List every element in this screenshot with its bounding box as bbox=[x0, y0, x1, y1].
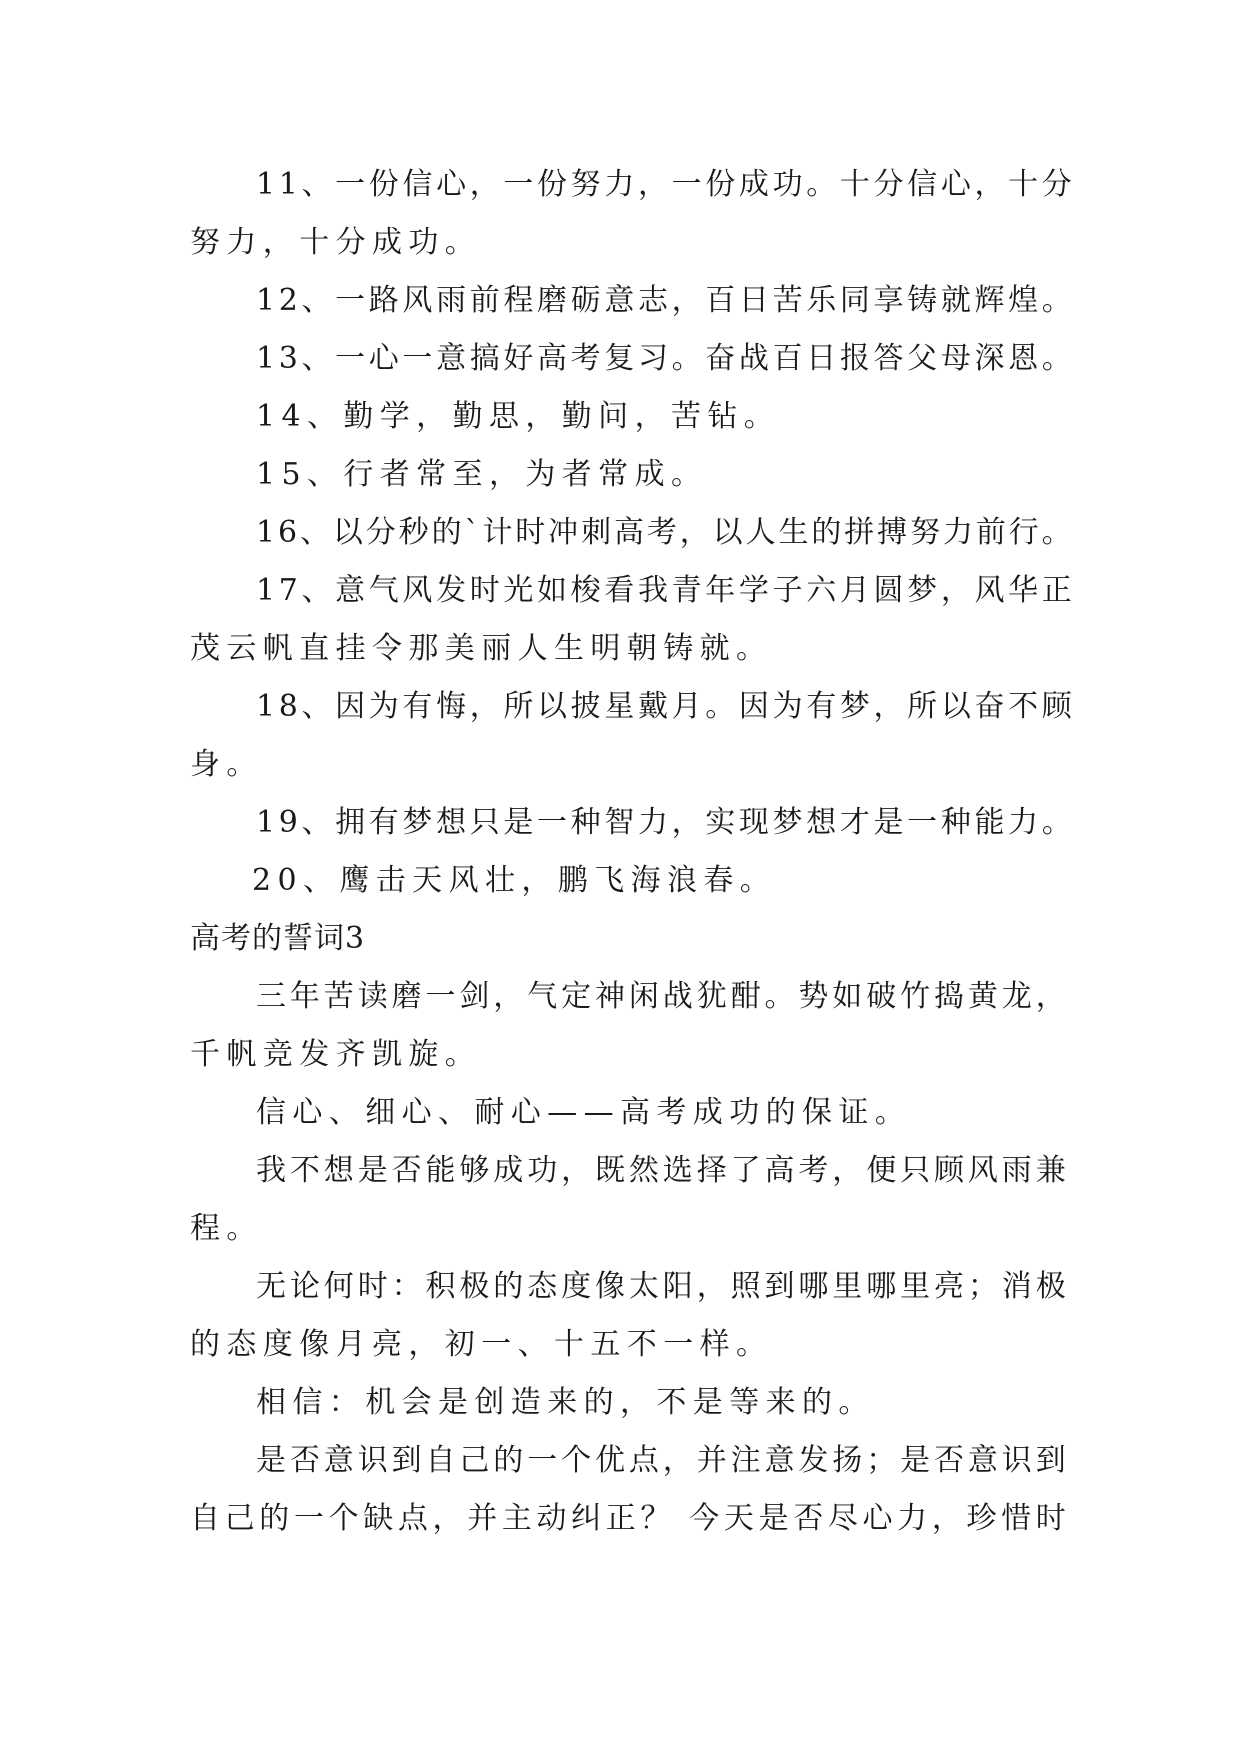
paragraph-4-line-2: 的态度像月亮，初一、十五不一样。 bbox=[190, 1327, 773, 1362]
motto-12: 12、一路风雨前程磨砺意志，百日苦乐同享铸就辉煌。 bbox=[256, 283, 1076, 318]
motto-17-line-2: 茂云帆直挂令那美丽人生明朝铸就。 bbox=[190, 631, 773, 666]
motto-18-line-2: 身。 bbox=[190, 747, 263, 782]
motto-19: 19、拥有梦想只是一种智力，实现梦想才是一种能力。 bbox=[256, 805, 1076, 840]
motto-20: 20、鹰击天风壮，鹏飞海浪春。 bbox=[252, 863, 777, 898]
paragraph-6-line-1: 是否意识到自己的一个优点，并注意发扬；是否意识到 bbox=[256, 1443, 1070, 1478]
paragraph-2: 信心、细心、耐心——高考成功的保证。 bbox=[256, 1095, 912, 1130]
paragraph-6-line-2: 自己的一个缺点，并主动纠正？ 今天是否尽心力，珍惜时 bbox=[190, 1501, 1071, 1536]
motto-15: 15、行者常至，为者常成。 bbox=[256, 457, 708, 492]
motto-16: 16、以分秒的`计时冲刺高考，以人生的拼搏努力前行。 bbox=[256, 515, 1075, 550]
motto-14: 14、勤学，勤思，勤问，苦钻。 bbox=[256, 399, 781, 434]
paragraph-1-line-1: 三年苦读磨一剑，气定神闲战犹酣。势如破竹捣黄龙， bbox=[256, 979, 1070, 1014]
motto-11-line-1: 11、一份信心，一份努力，一份成功。十分信心，十分 bbox=[256, 167, 1076, 202]
section-heading: 高考的誓词3 bbox=[190, 921, 366, 956]
paragraph-1-line-2: 千帆竞发齐凯旋。 bbox=[190, 1037, 482, 1072]
paragraph-4-line-1: 无论何时：积极的态度像太阳，照到哪里哪里亮；消极 bbox=[256, 1269, 1070, 1304]
motto-11-line-2: 努力，十分成功。 bbox=[190, 225, 482, 260]
paragraph-3-line-2: 程。 bbox=[190, 1211, 263, 1246]
motto-17-line-1: 17、意气风发时光如梭看我青年学子六月圆梦，风华正 bbox=[256, 573, 1076, 608]
motto-13: 13、一心一意搞好高考复习。奋战百日报答父母深恩。 bbox=[256, 341, 1076, 376]
motto-18-line-1: 18、因为有悔，所以披星戴月。因为有梦，所以奋不顾 bbox=[256, 689, 1076, 724]
paragraph-3-line-1: 我不想是否能够成功，既然选择了高考，便只顾风雨兼 bbox=[256, 1153, 1070, 1188]
paragraph-5: 相信：机会是创造来的，不是等来的。 bbox=[256, 1385, 875, 1420]
